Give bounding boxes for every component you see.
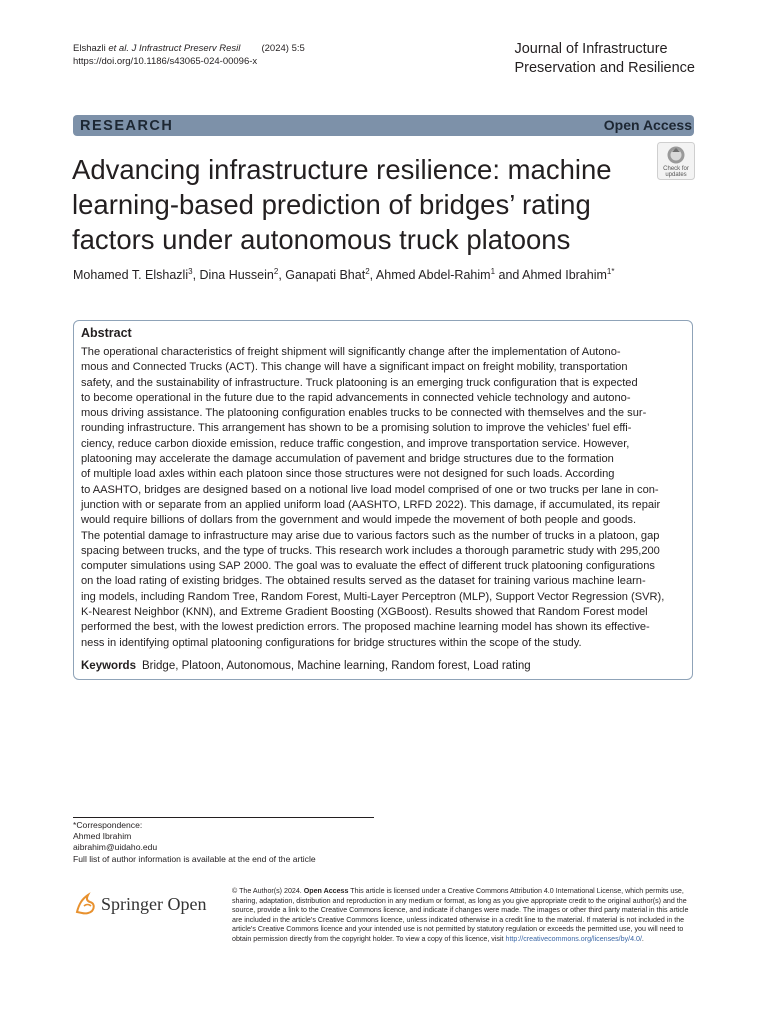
abstract-line: to AASHTO, bridges are designed based on a notional live load model comprised of one or two trucks per lane in con- <box>81 483 659 496</box>
abstract-line: mous driving assistance. The platooning configuration enables trucks to be connected with themselves and the sur- <box>81 407 647 420</box>
license-text <box>232 887 694 945</box>
author-name: Ganapati Bhat <box>285 268 366 283</box>
author-affiliation: 1* <box>606 267 615 276</box>
license-open-access: Open Access <box>303 887 349 895</box>
author-affiliation: 1 <box>490 267 496 276</box>
abstract-line: spacing between trucks, and the type of trucks. This research work includes a thorough parametric study with 295,200 <box>81 544 660 557</box>
publisher-name-open: Open <box>167 894 207 914</box>
abstract-line: K-Nearest Neighbor (KNN), and Extreme Gradient Boosting (XGBoost). Results showed that Random Forest model <box>81 606 648 619</box>
author-separator: , <box>192 268 200 283</box>
author-name: Ahmed Abdel-Rahim <box>375 268 491 283</box>
author-name: Dina Hussein <box>199 268 274 283</box>
publisher-name <box>101 892 207 916</box>
publisher-logo <box>73 888 223 920</box>
license-end: . <box>641 934 644 943</box>
abstract-line: ciency, reduce carbon dioxide emission, reduce traffic congestion, and improve transportation service. However, <box>81 437 630 450</box>
journal-name <box>514 40 695 78</box>
citation-year: (2024) 5:5 <box>261 43 305 54</box>
correspondence-label: *Correspondence: <box>73 820 143 830</box>
author-name: Ahmed Ibrahim <box>522 268 607 283</box>
abstract-line: would require billions of dollars from the government and would impede the movement of both people and goods. <box>81 514 637 527</box>
keywords-list: Bridge, Platoon, Autonomous, Machine learning, Random forest, Load rating <box>141 660 531 672</box>
author-affiliation: 2 <box>365 267 370 276</box>
abstract-line: of multiple load axles within each platoon since those structures were not designed for such loads. According <box>81 468 615 481</box>
abstract-line: junction with or separate from an applied uniform load (AASHTO, LRFD 2022). This damage, if accumulated, its repair <box>81 498 661 511</box>
springer-horse-icon <box>73 890 99 916</box>
author-affiliation: 3 <box>188 267 193 276</box>
abstract-line: computer simulations using SAP 2000. The goal was to evaluate the effect of different truck platooning configurations <box>81 560 655 573</box>
section-label: RESEARCH <box>80 118 174 134</box>
abstract-line: performed the best, with the lowest prediction errors. The proposed machine learning model has shown its effective- <box>81 621 650 634</box>
doi-link[interactable]: https://doi.org/10.1186/s43065-024-00096-x <box>73 56 258 67</box>
author-list <box>73 263 693 284</box>
abstract-line: platooning may accelerate the damage accumulation of pavement and bridge structures due to the formation <box>81 453 614 466</box>
journal-name-line1: Journal of Infrastructure <box>514 41 668 57</box>
author-separator: , <box>369 268 376 283</box>
keywords-label: Keywords <box>81 660 136 672</box>
running-header-citation <box>73 42 305 68</box>
author-info-note: Full list of author information is available at the end of the article <box>73 853 316 864</box>
abstract-line: The operational characteristics of freight shipment will significantly change after the implementation of Autono- <box>81 346 621 358</box>
abstract-line: rounding infrastructure. This arrangement has shown to be a promising solution to improve the vehicles’ fuel effi- <box>81 422 632 435</box>
abstract-line: ing models, including Random Tree, Random Forest, Multi-Layer Perceptron (MLP), Support Vector Regression (SVR), <box>81 590 665 603</box>
abstract-heading: Abstract <box>81 326 132 340</box>
open-access-label: Open Access <box>603 117 692 133</box>
journal-name-line2: Preservation and Resilience <box>514 60 695 76</box>
author-separator: and <box>495 268 523 283</box>
check-for-updates-icon[interactable] <box>657 142 695 180</box>
author-name: Mohamed T. Elshazli <box>73 268 189 283</box>
correspondence-email[interactable]: aibrahim@uidaho.edu <box>73 842 158 853</box>
article-title: Advancing infrastructure resilience: machine learning-based prediction of bridges’ rating factors under autonomous truck platoons <box>72 154 612 255</box>
footnote-rule <box>73 817 374 818</box>
license-link[interactable]: http://creativecommons.org/licenses/by/4.0/ <box>505 934 642 943</box>
author-separator: , <box>278 268 286 283</box>
abstract-line: The potential damage to infrastructure may arise due to various factors such as the number of trucks in a platoon, gap <box>81 529 660 542</box>
correspondence-name: Ahmed Ibrahim <box>73 831 132 842</box>
keywords <box>81 658 687 674</box>
check-updates-line2: updates <box>665 172 687 178</box>
citation-journal: et al. J Infrastruct Preserv Resil <box>108 43 241 54</box>
abstract-line: to become operational in the future due to the rapid advancements in connected vehicle technology and autono- <box>81 391 631 404</box>
citation-authors: Elshazli <box>73 43 109 54</box>
abstract-text <box>81 345 687 651</box>
abstract-line: safety, and the sustainability of infrastructure. Truck platooning is an emerging truck configuration that is expected <box>81 376 638 389</box>
license-body: This article is licensed under a Creative Commons Attribution 4.0 International License, which permits use, sharing, adaptation, distribution and reproduction in any medium or format, as long as you give appropriate credit to the original author(s) and the source, provide a link to the Creative Commons licence, and indicate if changes were made. The images or other third party material in this article are included in the article’s Creative Commons licence, unless indicated otherwise in a credit line to the material. If material is not included in the article’s Creative Commons licence and your intended use is not permitted by statutory regulation or exceeds the permitted use, you will need to obtain permission directly from the copyright holder. To view a copy of this licence, visit <box>232 887 689 943</box>
check-updates-line1: Check for <box>663 166 689 172</box>
abstract-line: on the load rating of existing bridges. The obtained results served as the dataset for training various machine learn- <box>81 575 646 588</box>
publisher-name-springer: Springer <box>101 894 163 914</box>
correspondence-footnote <box>73 820 316 865</box>
license-copyright: © The Author(s) 2024. <box>232 887 304 895</box>
abstract-line: ness in identifying optimal platooning configurations for bridge structures within the scope of the study. <box>81 636 582 649</box>
abstract-line: mous and Connected Trucks (ACT). This change will have a significant impact on freight mobility, transportation <box>81 361 628 374</box>
author-affiliation: 2 <box>273 267 279 276</box>
